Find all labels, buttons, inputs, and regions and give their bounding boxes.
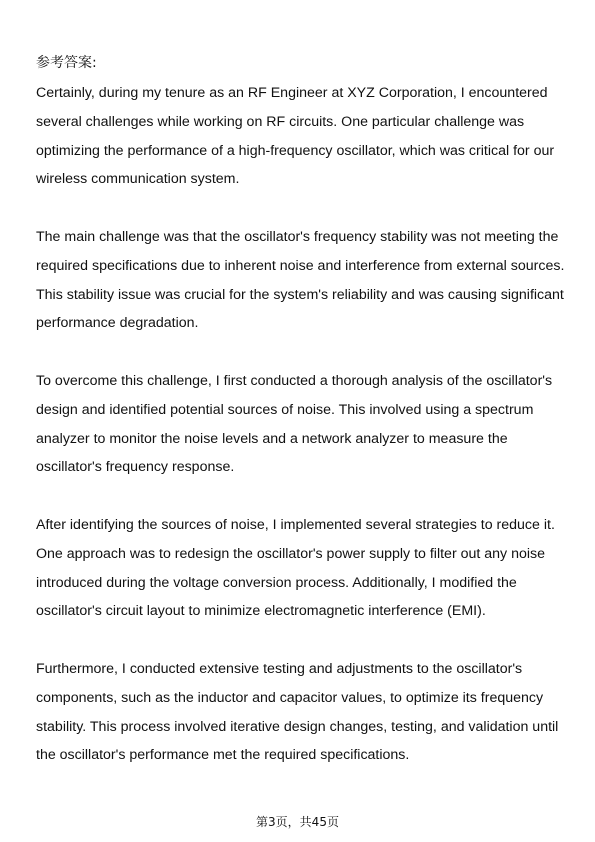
answer-heading: 参考答案: — [36, 55, 97, 71]
paragraph-analysis: To overcome this challenge, I first conducted a thorough analysis of the oscillator's design and identified potential sources of noise. This involved using a spectrum analyzer to monitor the noise levels and a network analyzer to measure the oscillator's frequency response. — [36, 373, 553, 476]
paragraph-challenge: The main challenge was that the oscillator's frequency stability was not meeting the required specifications due to inherent noise and interference from external sources. This stability issue was crucial for the system's reliability and was causing significant performance degradation. — [36, 229, 565, 332]
paragraph-testing: Furthermore, I conducted extensive testing and adjustments to the oscillator's components, such as the inductor and capacitor values, to optimize its frequency stability. This process involved iterative design changes, testing, and validation until the oscillator's performance met the required specifications. — [36, 661, 559, 764]
paragraph-strategies: After identifying the sources of noise, I implemented several strategies to reduce it. One approach was to redesign the oscillator's power supply to filter out any noise introduced during the voltage conversion process. Additionally, I modified the oscillator's circuit layout to minimize electromagnetic interference (EMI). — [36, 517, 555, 620]
paragraph-intro: Certainly, during my tenure as an RF Engineer at XYZ Corporation, I encountered several challenges while working on RF circuits. One particular challenge was optimizing the performance of a high-frequency oscillator, which was critical for our wireless communication system. — [36, 85, 555, 188]
page-number-footer: 第3页，共45页 — [256, 815, 339, 829]
